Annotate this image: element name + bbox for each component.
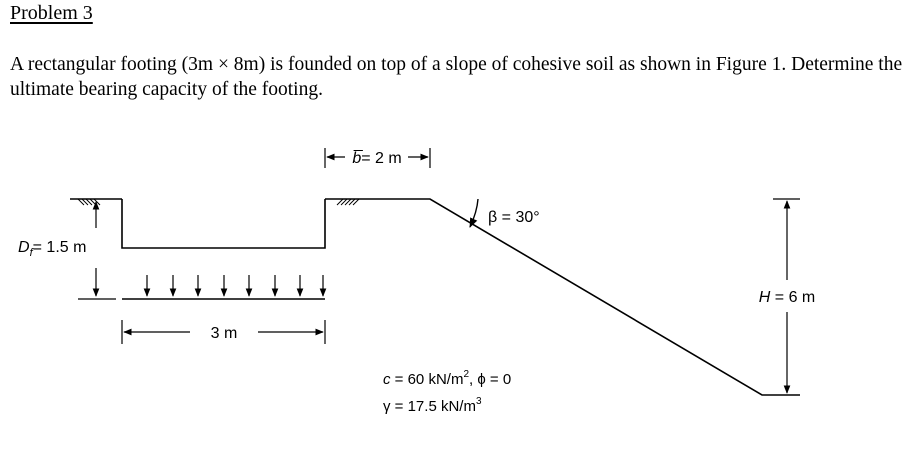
distance-label: b̅= 2 m	[352, 150, 402, 167]
load-arrows	[147, 275, 323, 296]
soil-properties-line1: c = 60 $kN/m^2$, ϕ = 0	[383, 369, 512, 388]
angle-arc	[470, 199, 478, 227]
height-label: H = 6 m	[758, 289, 816, 306]
excavation-outline	[122, 199, 325, 248]
problem-statement: A rectangular footing (3m × 8m) is founded on top of a slope of cohesive soil as shown in Figure 1. Determine the ultimate bearing capacity of the footing.	[10, 54, 903, 100]
ground-hatch-right	[337, 199, 359, 205]
width-label: 3 m	[210, 325, 238, 342]
ground-hatch-left	[78, 199, 100, 205]
angle-label: β = 30°	[488, 209, 540, 226]
soil-properties-line2: γ = 17.5 $kN/m^3$	[383, 396, 482, 415]
slope-surface	[325, 199, 800, 395]
problem-title: Problem 3	[10, 2, 93, 24]
depth-label: $D_f= 1.5$ m	[18, 239, 87, 259]
